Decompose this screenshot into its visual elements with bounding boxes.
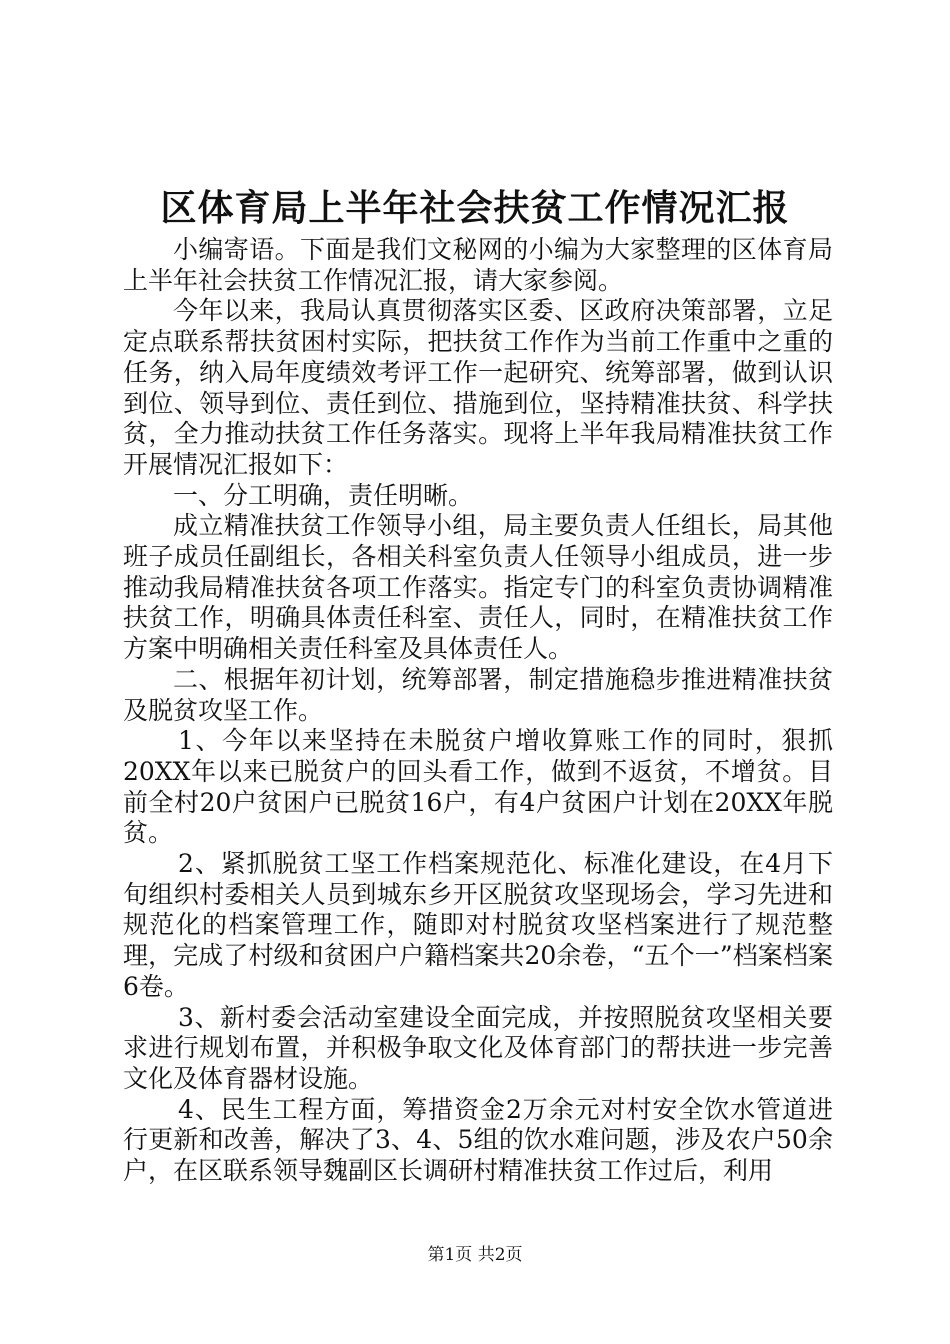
section-heading-2: 二、根据年初计划，统筹部署，制定措施稳步推进精准扶贫及脱贫攻坚工作。 <box>123 664 833 725</box>
paragraph-intro: 小编寄语。下面是我们文秘网的小编为大家整理的区体育局上半年社会扶贫工作情况汇报，请大家参阅。 <box>123 235 833 295</box>
paragraph-leadership: 成立精准扶贫工作领导小组，局主要负责人任组长，局其他班子成员任副组长，各相关科室负责人任领导小组成员，进一步推动我局精准扶贫各项工作落实。指定专门的科室负责协调精准扶贫工作，明确具体责任科室、责任人，同时，在精准扶贫工作方案中明确相关责任科室及具体责任人。 <box>123 511 833 664</box>
section-heading-1: 一、分工明确，责任明晰。 <box>173 480 474 510</box>
page-footer: 第1页 共2页 <box>427 1245 523 1265</box>
paragraph-item-1: 1、今年以来坚持在未脱贫户增收算账工作的同时，狠抓20XX年以来已脱贫户的回头看工作，做到不返贫，不增贫。目前全村20户贫困户已脱贫16户，有4户贫困户计划在20XX年脱贫。 <box>123 726 833 848</box>
document-title: 区体育局上半年社会扶贫工作情况汇报 <box>160 187 790 229</box>
paragraph-overview: 今年以来，我局认真贯彻落实区委、区政府决策部署，立足定点联系帮扶贫困村实际，把扶贫工作作为当前工作重中之重的任务，纳入局年度绩效考评工作一起研究、统筹部署，做到认识到位、领导到位、责任到位、措施到位，坚持精准扶贫、科学扶贫，全力推动扶贫工作任务落实。现将上半年我局精准扶贫工作开展情况汇报如下： <box>123 296 833 479</box>
paragraph-item-3: 3、新村委会活动室建设全面完成，并按照脱贫攻坚相关要求进行规划布置，并积极争取文化及体育部门的帮扶进一步完善文化及体育器材设施。 <box>123 1002 833 1093</box>
document-body <box>123 235 833 1187</box>
paragraph-item-4: 4、民生工程方面，筹措资金2万余元对村安全饮水管道进行更新和改善，解决了3、4、5组的饮水难问题，涉及农户50余户，在区联系领导魏副区长调研村精准扶贫工作过后，利用 <box>123 1094 833 1186</box>
paragraph-item-2: 2、紧抓脱贫工坚工作档案规范化、标准化建设，在4月下旬组织村委相关人员到城东乡开区脱贫攻坚现场会，学习先进和规范化的档案管理工作，随即对村脱贫攻坚档案进行了规范整理，完成了村级和贫困户户籍档案共20余卷，“五个一”档案档案6卷。 <box>123 849 833 1001</box>
